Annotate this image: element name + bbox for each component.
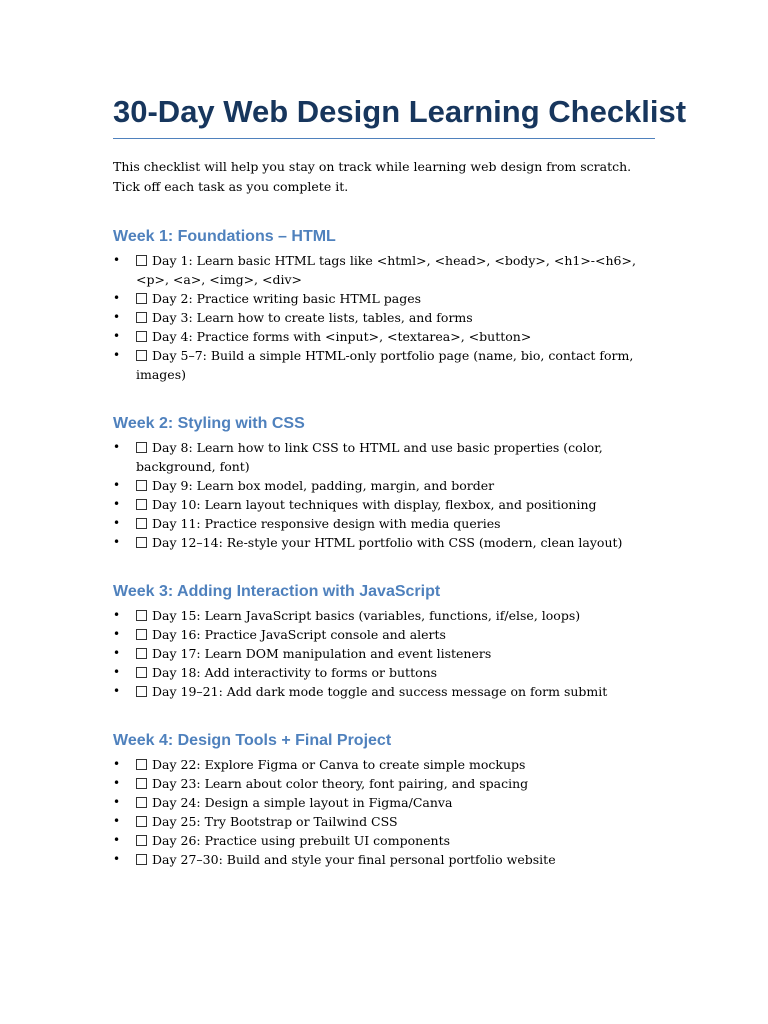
task-text: Day 11: Practice responsive design with media queries	[152, 516, 501, 531]
task-list	[113, 606, 655, 701]
checkbox-icon[interactable]	[136, 537, 147, 548]
task-list	[113, 251, 655, 384]
checkbox-icon[interactable]	[136, 835, 147, 846]
checkbox-icon[interactable]	[136, 480, 147, 491]
bullet-icon: •	[113, 852, 121, 866]
page-title: 30-Day Web Design Learning Checklist	[113, 92, 655, 139]
bullet-icon: •	[113, 684, 121, 698]
week-section-3	[113, 582, 655, 701]
task-item	[113, 289, 655, 308]
week-section-2	[113, 414, 655, 552]
bullet-icon: •	[113, 665, 121, 679]
checkbox-icon[interactable]	[136, 686, 147, 697]
task-text: Day 4: Practice forms with <input>, <textarea>, <button>	[152, 329, 532, 344]
week-heading: Week 1: Foundations – HTML	[113, 228, 336, 245]
task-item	[113, 495, 655, 514]
checkbox-icon[interactable]	[136, 854, 147, 865]
task-item	[113, 308, 655, 327]
checkbox-icon[interactable]	[136, 629, 147, 640]
bullet-icon: •	[113, 608, 121, 622]
task-item	[113, 533, 655, 552]
task-text: Day 23: Learn about color theory, font pairing, and spacing	[152, 776, 529, 791]
task-text: Day 3: Learn how to create lists, tables, and forms	[152, 310, 473, 325]
bullet-icon: •	[113, 440, 121, 454]
task-text: Day 19–21: Add dark mode toggle and success message on form submit	[152, 684, 608, 699]
task-item	[113, 682, 655, 701]
bullet-icon: •	[113, 757, 121, 771]
checkbox-icon[interactable]	[136, 442, 147, 453]
task-list	[113, 755, 655, 869]
task-text: Day 15: Learn JavaScript basics (variables, functions, if/else, loops)	[152, 608, 581, 623]
bullet-icon: •	[113, 497, 121, 511]
checkbox-icon[interactable]	[136, 778, 147, 789]
week-heading: Week 4: Design Tools + Final Project	[113, 732, 392, 749]
task-item	[113, 476, 655, 495]
task-text: Day 5–7: Build a simple HTML-only portfolio page (name, bio, contact form, images)	[136, 348, 634, 382]
checkbox-icon[interactable]	[136, 499, 147, 510]
bullet-icon: •	[113, 291, 121, 305]
task-text: Day 12–14: Re-style your HTML portfolio with CSS (modern, clean layout)	[152, 535, 623, 550]
bullet-icon: •	[113, 310, 121, 324]
bullet-icon: •	[113, 814, 121, 828]
checkbox-icon[interactable]	[136, 312, 147, 323]
task-text: Day 22: Explore Figma or Canva to create simple mockups	[152, 757, 526, 772]
checkbox-icon[interactable]	[136, 350, 147, 361]
checkbox-icon[interactable]	[136, 759, 147, 770]
task-item	[113, 755, 655, 774]
weeks-container	[113, 227, 655, 869]
task-text: Day 26: Practice using prebuilt UI components	[152, 833, 451, 848]
task-item	[113, 774, 655, 793]
bullet-icon: •	[113, 627, 121, 641]
task-item	[113, 644, 655, 663]
task-item	[113, 514, 655, 533]
task-list	[113, 438, 655, 552]
task-text: Day 27–30: Build and style your final personal portfolio website	[152, 852, 556, 867]
bullet-icon: •	[113, 646, 121, 660]
checkbox-icon[interactable]	[136, 518, 147, 529]
bullet-icon: •	[113, 833, 121, 847]
task-text: Day 18: Add interactivity to forms or buttons	[152, 665, 438, 680]
task-item	[113, 793, 655, 812]
task-item	[113, 663, 655, 682]
document-content	[113, 92, 687, 869]
checkbox-icon[interactable]	[136, 331, 147, 342]
task-text: Day 9: Learn box model, padding, margin, and border	[152, 478, 495, 493]
task-text: Day 16: Practice JavaScript console and alerts	[152, 627, 446, 642]
checkbox-icon[interactable]	[136, 293, 147, 304]
checkbox-icon[interactable]	[136, 816, 147, 827]
task-item	[113, 346, 655, 384]
bullet-icon: •	[113, 516, 121, 530]
week-heading: Week 2: Styling with CSS	[113, 415, 305, 432]
task-text: Day 8: Learn how to link CSS to HTML and use basic properties (color, background, font)	[136, 440, 603, 474]
bullet-icon: •	[113, 535, 121, 549]
task-item	[113, 850, 655, 869]
bullet-icon: •	[113, 329, 121, 343]
task-item	[113, 251, 655, 289]
intro-paragraph: This checklist will help you stay on track while learning web design from scratch. Tick off each task as you complete it.	[113, 159, 632, 194]
task-item	[113, 606, 655, 625]
task-text: Day 1: Learn basic HTML tags like <html>, <head>, <body>, <h1>-<h6>, <p>, <a>, <img>, <div>	[136, 253, 636, 287]
week-section-4	[113, 731, 655, 869]
week-heading: Week 3: Adding Interaction with JavaScript	[113, 583, 441, 600]
task-item	[113, 831, 655, 850]
task-item	[113, 812, 655, 831]
task-text: Day 24: Design a simple layout in Figma/Canva	[152, 795, 453, 810]
week-section-1	[113, 227, 655, 384]
checkbox-icon[interactable]	[136, 648, 147, 659]
task-item	[113, 327, 655, 346]
checkbox-icon[interactable]	[136, 610, 147, 621]
task-item	[113, 625, 655, 644]
task-item	[113, 438, 655, 476]
bullet-icon: •	[113, 776, 121, 790]
task-text: Day 25: Try Bootstrap or Tailwind CSS	[152, 814, 398, 829]
checkbox-icon[interactable]	[136, 667, 147, 678]
task-text: Day 10: Learn layout techniques with display, flexbox, and positioning	[152, 497, 597, 512]
checkbox-icon[interactable]	[136, 797, 147, 808]
bullet-icon: •	[113, 795, 121, 809]
task-text: Day 17: Learn DOM manipulation and event listeners	[152, 646, 492, 661]
checkbox-icon[interactable]	[136, 255, 147, 266]
bullet-icon: •	[113, 348, 121, 362]
task-text: Day 2: Practice writing basic HTML pages	[152, 291, 422, 306]
bullet-icon: •	[113, 478, 121, 492]
bullet-icon: •	[113, 253, 121, 267]
